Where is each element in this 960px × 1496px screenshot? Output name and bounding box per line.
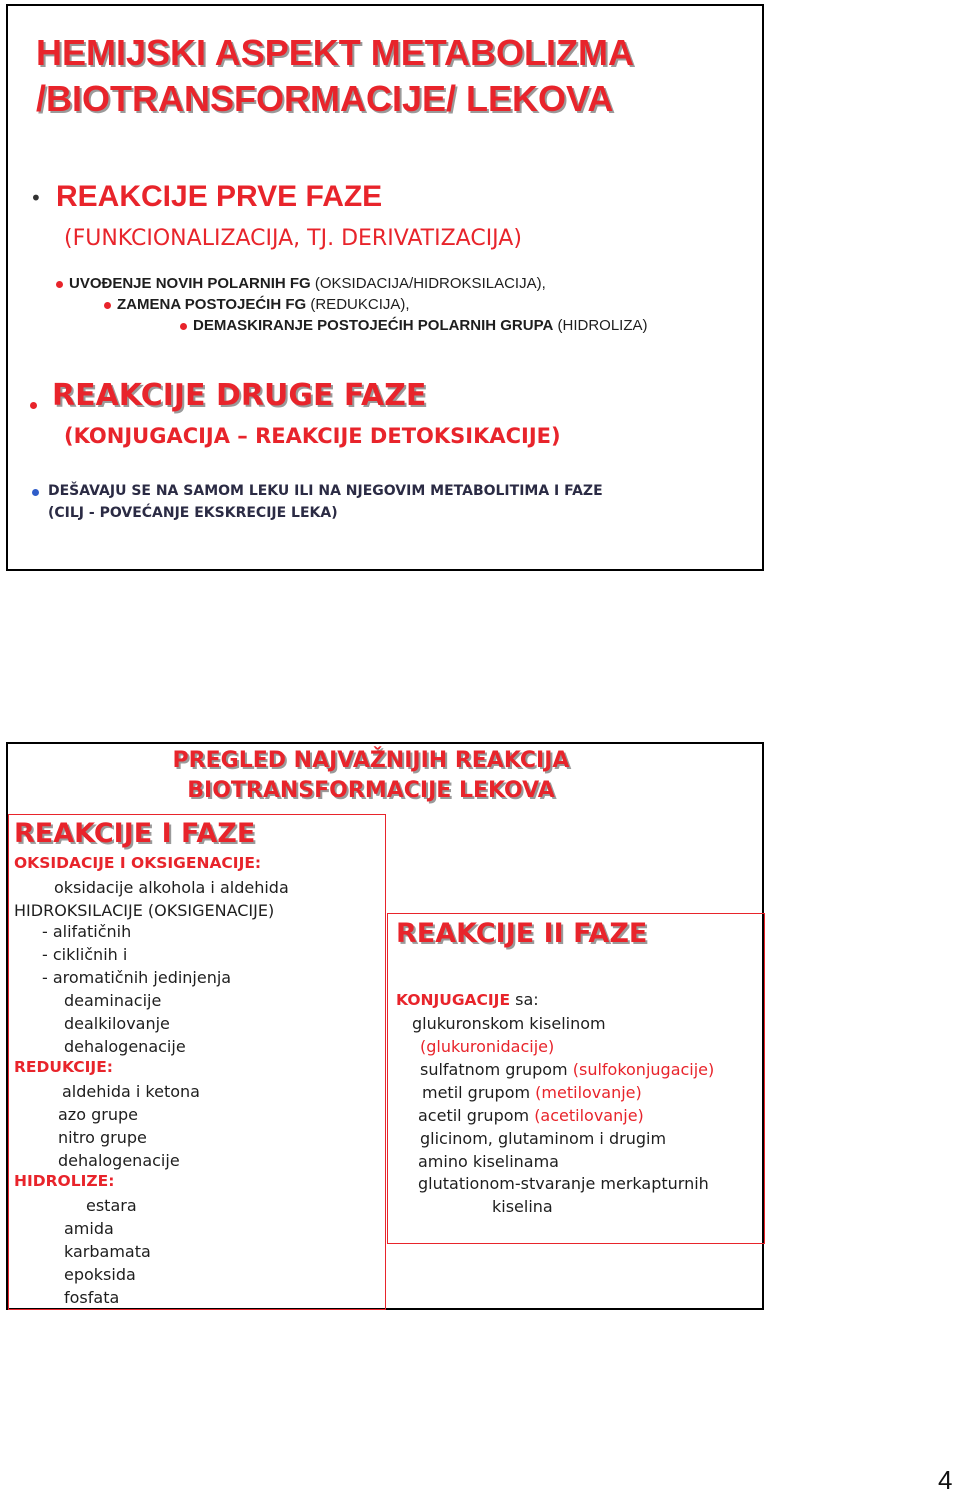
category-oxidation: OKSIDACIJE I OKSIGENACIJE: [14,854,262,872]
category-conjugation: KONJUGACIJE [396,991,511,1009]
list-item-annotation: (sulfokonjugacije) [572,1060,715,1079]
list-item-text: sulfatnom grupom [420,1060,573,1079]
phase1-item-3-bold: DEMASKIRANJE POSTOJEĆIH POLARNIH GRUPA [193,317,554,334]
conjugation-suffix: sa: [510,990,539,1009]
phase1-box-heading: REAKCIJE I FAZE [14,818,256,849]
phase1-item-1-rest: (OKSIDACIJA/HIDROKSILACIJA), [310,275,546,292]
phase1-item-1-bold: UVOĐENJE NOVIH POLARNIH FG [69,275,311,292]
list-item: epoksida [64,1265,136,1284]
list-item: dehalogenacije [58,1151,180,1170]
list-item [420,1058,714,1081]
list-item-annotation: (acetilovanje) [534,1106,644,1125]
list-item [418,1104,644,1127]
slide2-title-line1: PREGLED NAJVAŽNIJIH REAKCIJA [172,748,570,773]
note-line-1: DEŠAVAJU SE NA SAMOM LEKU ILI NA NJEGOVIM METABOLITIMA I FAZE [48,483,603,499]
dot-bullet-icon [180,323,187,330]
phase1-item-2 [104,296,410,313]
phase1-item-3-rest: (HIDROLIZA) [553,317,648,334]
slide1-title-line2: /BIOTRANSFORMACIJE/ LEKOVA [36,78,614,119]
phase1-item-1 [56,275,546,292]
dot-bullet-icon [32,489,39,496]
list-item-annotation: (metilovanje) [535,1083,642,1102]
page-number: 4 [938,1465,953,1495]
list-item: dealkilovanje [64,1014,170,1033]
list-item: (glukuronidacije) [420,1037,555,1056]
phase2-box-heading: REAKCIJE II FAZE [396,918,648,949]
list-item: glutationom-stvaranje merkapturnih [418,1174,709,1193]
bullet-icon: • [30,186,42,210]
list-item: fosfata [64,1288,120,1307]
list-item: glicinom, glutaminom i drugim [420,1129,667,1148]
dot-bullet-icon [30,402,37,409]
phase1-item-2-bold: ZAMENA POSTOJEĆIH FG [117,296,307,313]
list-item: estara [86,1196,137,1215]
phase1-item-2-rest: (REDUKCIJA), [306,296,410,313]
list-item: - alifatičnih [42,922,132,941]
list-item: nitro grupe [58,1128,147,1147]
phase1-item-3 [180,317,648,334]
category-hydrolysis: HIDROLIZE: [14,1172,115,1190]
list-item-text: acetil grupom [418,1106,535,1125]
list-item: amida [64,1219,114,1238]
phase1-heading: REAKCIJE PRVE FAZE [56,180,383,213]
list-item: kiselina [492,1197,553,1216]
note-line-2: (CILJ - POVEĆANJE EKSKRECIJE LEKA) [48,505,338,521]
list-item: HIDROKSILACIJE (OKSIGENACIJE) [14,901,275,920]
list-item-text: metil grupom [422,1083,536,1102]
list-item: - aromatičnih jedinjenja [42,968,232,987]
list-item: deaminacije [64,991,162,1010]
slide1-title-line1: HEMIJSKI ASPEKT METABOLIZMA [36,32,635,73]
dot-bullet-icon [56,281,63,288]
list-item: aldehida i ketona [62,1082,200,1101]
list-item [422,1081,642,1104]
category-reduction: REDUKCIJE: [14,1058,113,1076]
list-item: dehalogenacije [64,1037,186,1056]
phase2-heading: REAKCIJE DRUGE FAZE [52,378,427,413]
konjugacije-line [396,988,539,1012]
list-item: karbamata [64,1242,151,1261]
list-item: amino kiselinama [418,1152,559,1171]
phase1-subheading: (FUNKCIONALIZACIJA, TJ. DERIVATIZACIJA) [64,226,522,251]
list-item: - cikličnih i [42,945,128,964]
slide2-title-line2: BIOTRANSFORMACIJE LEKOVA [187,778,555,803]
dot-bullet-icon [104,302,111,309]
list-item: azo grupe [58,1105,138,1124]
phase2-subheading: (KONJUGACIJA – REAKCIJE DETOKSIKACIJE) [64,424,561,448]
list-item: glukuronskom kiselinom [412,1014,606,1033]
list-item: oksidacije alkohola i aldehida [54,878,289,897]
